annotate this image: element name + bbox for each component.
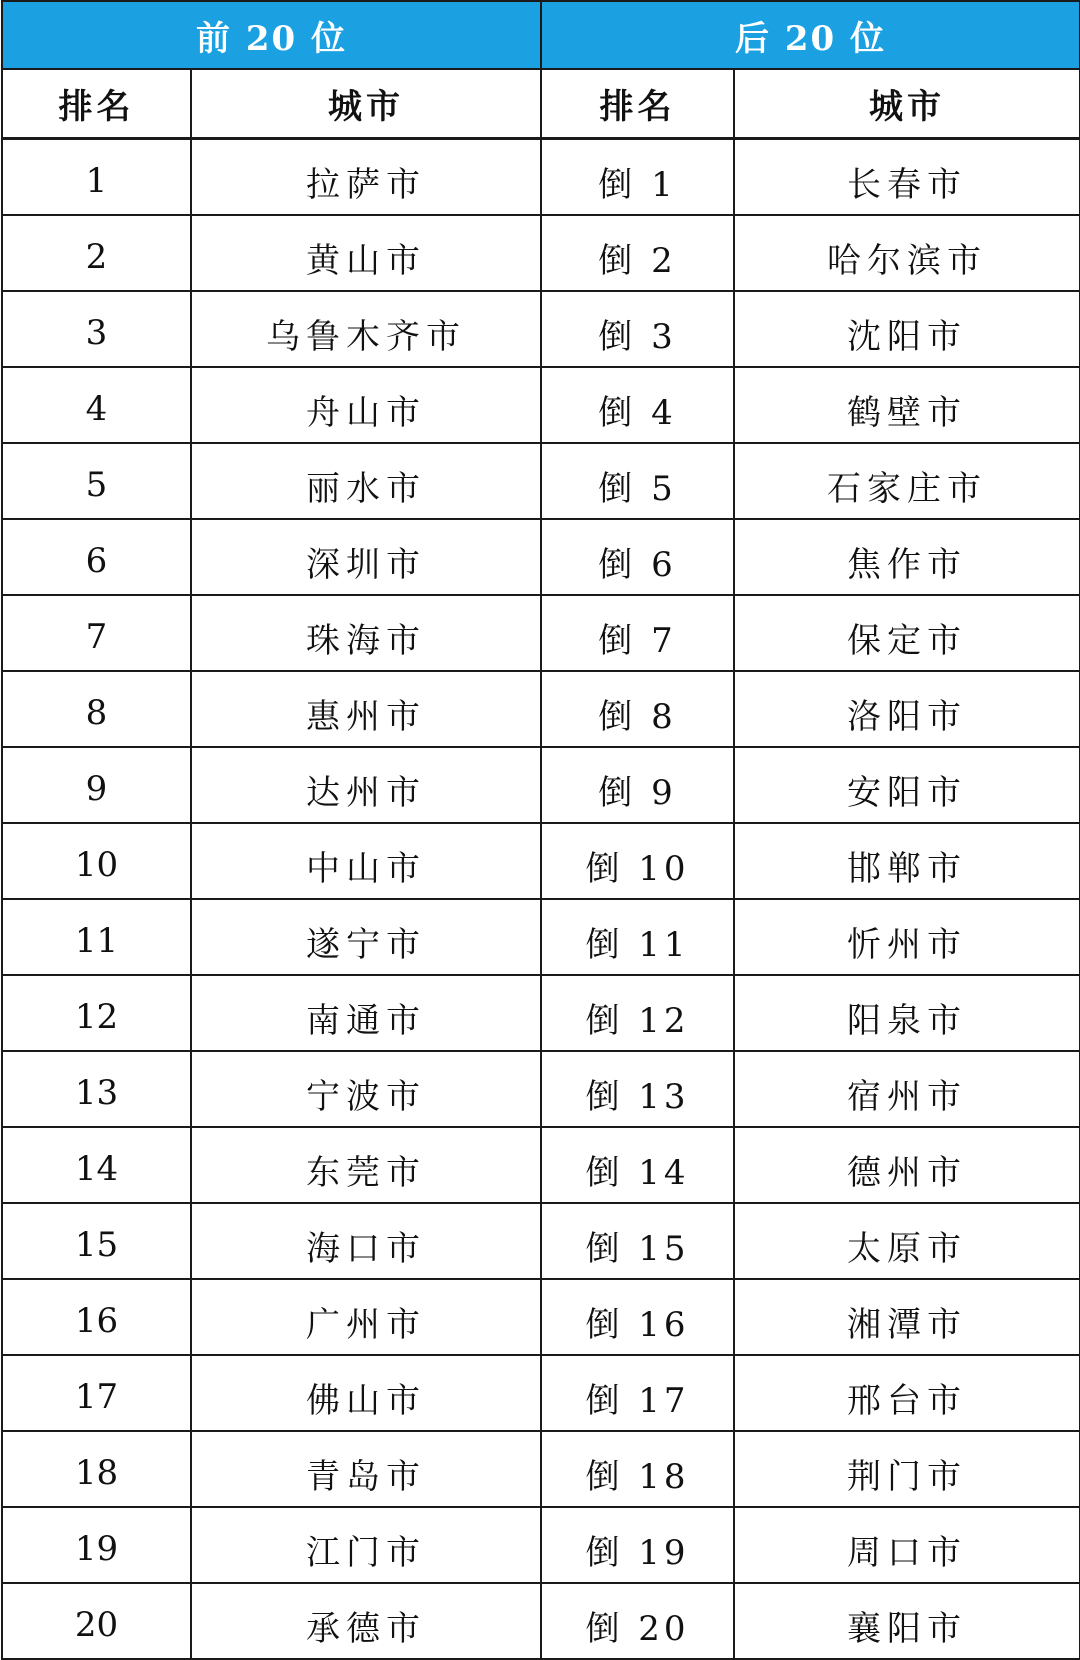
top-city-column-header: 城市 [191, 69, 541, 139]
table-row [2, 215, 1080, 291]
bottom-rank-cell: 倒 20 [541, 1583, 734, 1659]
bottom-city-cell: 太原市 [734, 1203, 1080, 1279]
top-city-cell: 东莞市 [191, 1127, 541, 1203]
table-row [2, 443, 1080, 519]
top-city-cell: 丽水市 [191, 443, 541, 519]
top-rank-cell: 1 [2, 139, 191, 216]
bottom-city-cell: 洛阳市 [734, 671, 1080, 747]
top-20-group-header: 前 20 位 [2, 1, 541, 69]
bottom-city-cell: 阳泉市 [734, 975, 1080, 1051]
bottom-rank-cell: 倒 16 [541, 1279, 734, 1355]
bottom-rank-cell: 倒 19 [541, 1507, 734, 1583]
top-rank-cell: 15 [2, 1203, 191, 1279]
top-rank-cell: 10 [2, 823, 191, 899]
table-row [2, 747, 1080, 823]
bottom-rank-cell: 倒 9 [541, 747, 734, 823]
top-city-cell: 深圳市 [191, 519, 541, 595]
bottom-city-cell: 保定市 [734, 595, 1080, 671]
table-row [2, 595, 1080, 671]
bottom-rank-cell: 倒 18 [541, 1431, 734, 1507]
top-rank-cell: 7 [2, 595, 191, 671]
top-rank-cell: 16 [2, 1279, 191, 1355]
table-header [2, 1, 1080, 139]
top-rank-cell: 2 [2, 215, 191, 291]
top-city-cell: 南通市 [191, 975, 541, 1051]
bottom-city-column-header: 城市 [734, 69, 1080, 139]
top-city-cell: 拉萨市 [191, 139, 541, 216]
bottom-city-cell: 石家庄市 [734, 443, 1080, 519]
table-body [2, 139, 1080, 1660]
table-row [2, 139, 1080, 216]
top-rank-cell: 13 [2, 1051, 191, 1127]
top-city-cell: 青岛市 [191, 1431, 541, 1507]
top-city-cell: 遂宁市 [191, 899, 541, 975]
bottom-city-cell: 邯郸市 [734, 823, 1080, 899]
top-city-cell: 黄山市 [191, 215, 541, 291]
bottom-rank-cell: 倒 12 [541, 975, 734, 1051]
bottom-city-cell: 襄阳市 [734, 1583, 1080, 1659]
bottom-city-cell: 焦作市 [734, 519, 1080, 595]
group-header-row [2, 1, 1080, 69]
top-rank-cell: 20 [2, 1583, 191, 1659]
bottom-city-cell: 湘潭市 [734, 1279, 1080, 1355]
top-city-cell: 广州市 [191, 1279, 541, 1355]
top-rank-cell: 14 [2, 1127, 191, 1203]
bottom-20-group-header: 后 20 位 [541, 1, 1080, 69]
top-rank-cell: 18 [2, 1431, 191, 1507]
bottom-rank-cell: 倒 10 [541, 823, 734, 899]
table-row [2, 1203, 1080, 1279]
table-row [2, 899, 1080, 975]
bottom-rank-column-header: 排名 [541, 69, 734, 139]
top-city-cell: 舟山市 [191, 367, 541, 443]
top-city-cell: 中山市 [191, 823, 541, 899]
bottom-rank-cell: 倒 1 [541, 139, 734, 216]
top-city-cell: 海口市 [191, 1203, 541, 1279]
table-row [2, 671, 1080, 747]
top-rank-cell: 17 [2, 1355, 191, 1431]
bottom-rank-cell: 倒 3 [541, 291, 734, 367]
top-rank-cell: 9 [2, 747, 191, 823]
bottom-city-cell: 沈阳市 [734, 291, 1080, 367]
table-row [2, 1583, 1080, 1659]
bottom-rank-cell: 倒 13 [541, 1051, 734, 1127]
ranking-table [1, 0, 1080, 1660]
table-row [2, 1051, 1080, 1127]
bottom-city-cell: 邢台市 [734, 1355, 1080, 1431]
top-city-cell: 达州市 [191, 747, 541, 823]
bottom-rank-cell: 倒 6 [541, 519, 734, 595]
bottom-rank-cell: 倒 17 [541, 1355, 734, 1431]
table-row [2, 519, 1080, 595]
top-city-cell: 宁波市 [191, 1051, 541, 1127]
top-rank-cell: 4 [2, 367, 191, 443]
table-row [2, 975, 1080, 1051]
bottom-rank-cell: 倒 5 [541, 443, 734, 519]
bottom-rank-cell: 倒 14 [541, 1127, 734, 1203]
bottom-rank-cell: 倒 11 [541, 899, 734, 975]
bottom-city-cell: 长春市 [734, 139, 1080, 216]
bottom-city-cell: 哈尔滨市 [734, 215, 1080, 291]
top-city-cell: 惠州市 [191, 671, 541, 747]
bottom-rank-cell: 倒 4 [541, 367, 734, 443]
bottom-rank-cell: 倒 2 [541, 215, 734, 291]
table-row [2, 823, 1080, 899]
table-row [2, 1507, 1080, 1583]
bottom-city-cell: 安阳市 [734, 747, 1080, 823]
table-row [2, 1279, 1080, 1355]
table-row [2, 1355, 1080, 1431]
table-row [2, 1127, 1080, 1203]
top-rank-cell: 11 [2, 899, 191, 975]
table-row [2, 367, 1080, 443]
top-city-cell: 承德市 [191, 1583, 541, 1659]
bottom-city-cell: 忻州市 [734, 899, 1080, 975]
top-city-cell: 江门市 [191, 1507, 541, 1583]
top-rank-cell: 3 [2, 291, 191, 367]
bottom-rank-cell: 倒 7 [541, 595, 734, 671]
column-header-row [2, 69, 1080, 139]
top-city-cell: 佛山市 [191, 1355, 541, 1431]
bottom-rank-cell: 倒 8 [541, 671, 734, 747]
top-rank-cell: 12 [2, 975, 191, 1051]
top-city-cell: 乌鲁木齐市 [191, 291, 541, 367]
top-city-cell: 珠海市 [191, 595, 541, 671]
bottom-city-cell: 鹤壁市 [734, 367, 1080, 443]
top-rank-cell: 5 [2, 443, 191, 519]
table-row [2, 1431, 1080, 1507]
bottom-city-cell: 宿州市 [734, 1051, 1080, 1127]
top-rank-cell: 19 [2, 1507, 191, 1583]
top-rank-column-header: 排名 [2, 69, 191, 139]
top-rank-cell: 8 [2, 671, 191, 747]
bottom-city-cell: 德州市 [734, 1127, 1080, 1203]
bottom-city-cell: 周口市 [734, 1507, 1080, 1583]
bottom-city-cell: 荆门市 [734, 1431, 1080, 1507]
bottom-rank-cell: 倒 15 [541, 1203, 734, 1279]
table-row [2, 291, 1080, 367]
top-rank-cell: 6 [2, 519, 191, 595]
